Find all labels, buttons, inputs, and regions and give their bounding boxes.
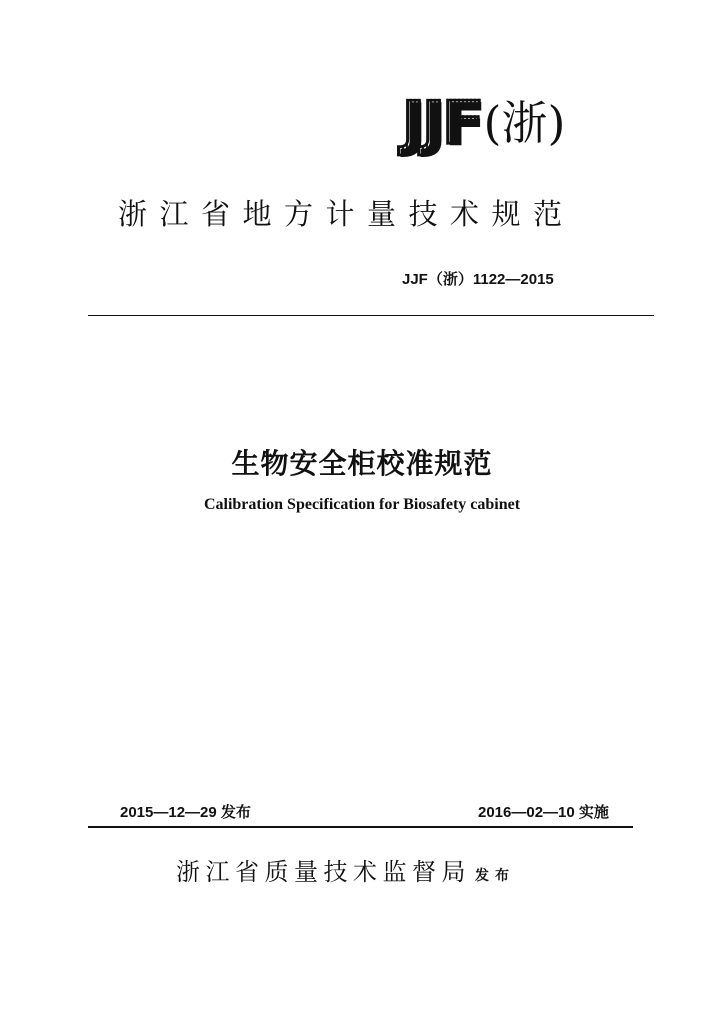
implementation-date: 2016—02—10 实施 [478, 804, 609, 821]
logo-province: (浙) [483, 96, 566, 150]
publisher-suffix: 发布 [475, 868, 515, 884]
standard-number: JJF（浙）1122—2015 [402, 271, 554, 288]
issue-date: 2015—12—29 发布 [120, 804, 251, 821]
jjf-logo [402, 87, 566, 158]
publisher-name: 浙江省质量技术监督局 [176, 858, 471, 886]
top-divider [88, 315, 654, 316]
series-title: 浙江省地方计量技术规范 [118, 197, 575, 231]
publisher [176, 852, 515, 887]
document-subtitle: Calibration Specification for Biosafety cabinet [203, 496, 521, 513]
logo-mark: JJF [402, 87, 482, 158]
document-title: 生物安全柜校准规范 [231, 447, 493, 480]
bottom-divider [88, 826, 633, 828]
